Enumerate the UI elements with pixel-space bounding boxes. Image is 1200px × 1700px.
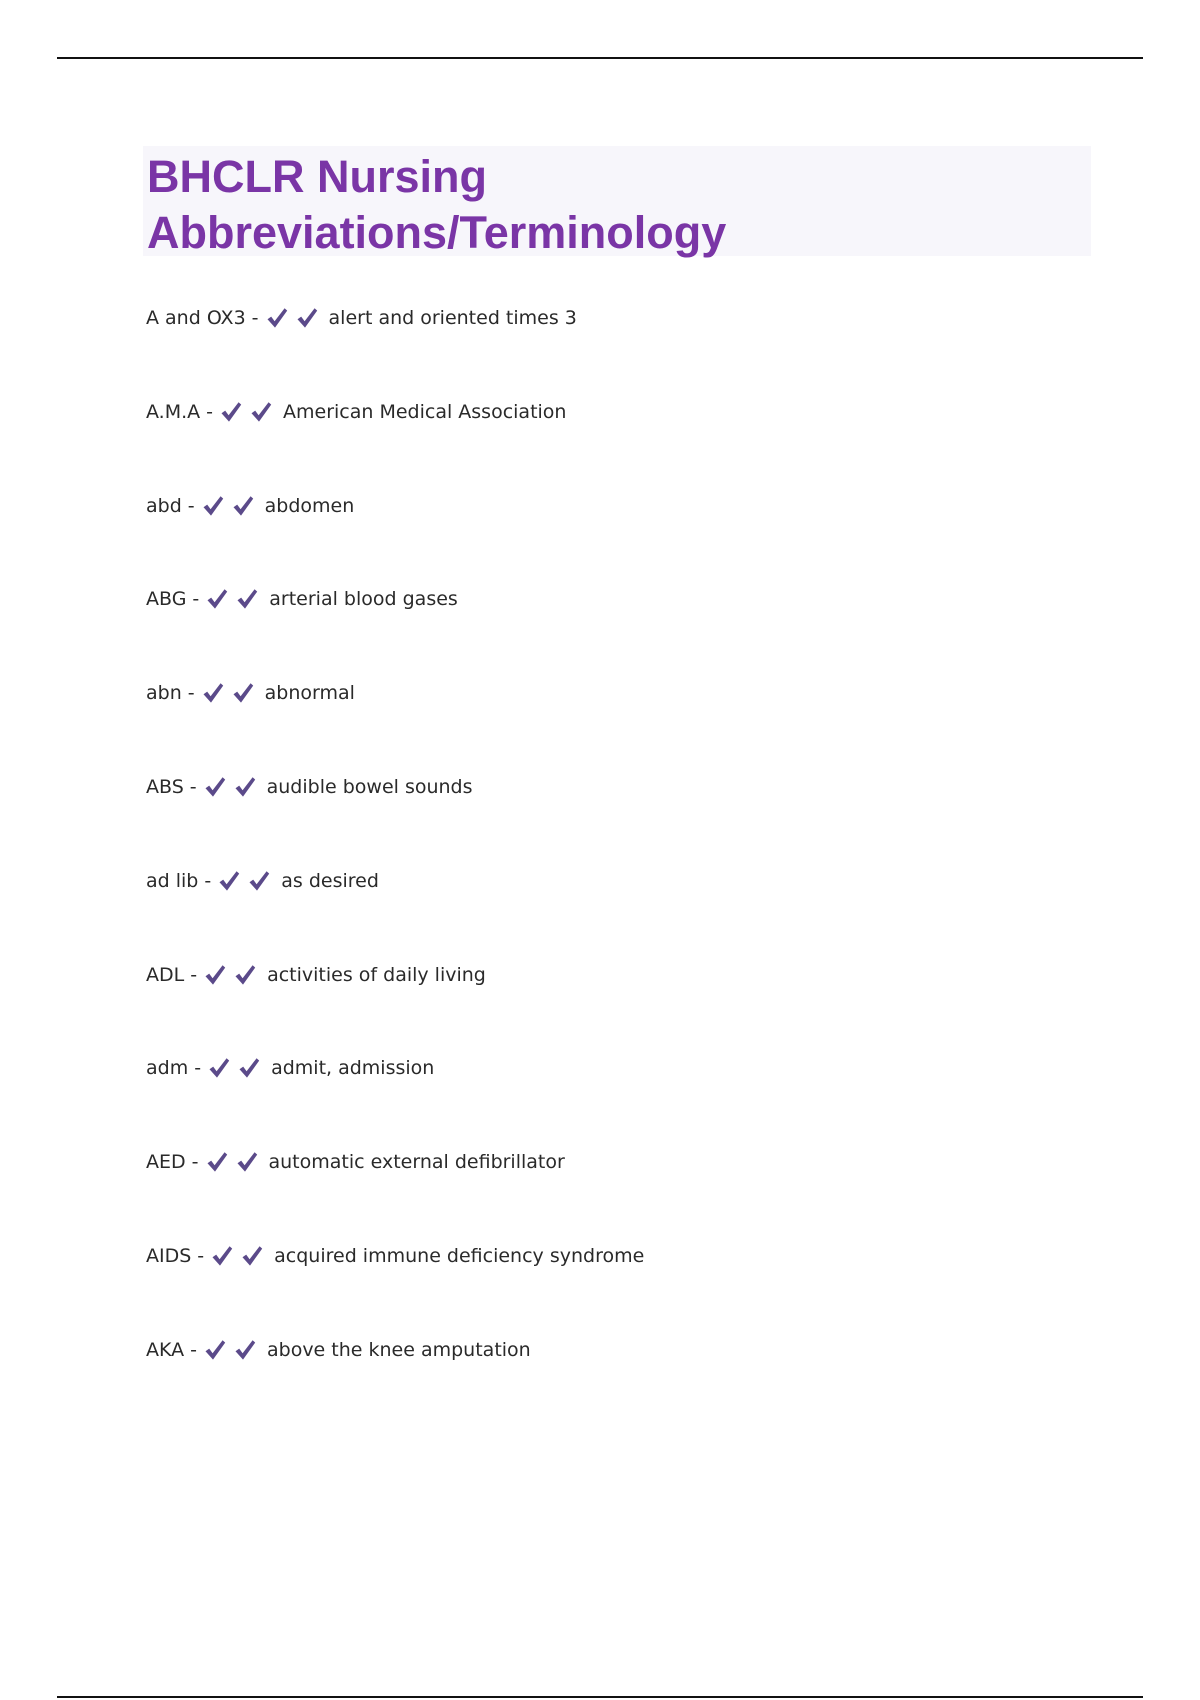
term-separator: - <box>190 964 198 986</box>
abbreviation-definition: arterial blood gases <box>269 588 458 610</box>
abbreviation-definition: audible bowel sounds <box>266 776 473 798</box>
abbreviation-entry <box>146 397 566 427</box>
abbreviation-entry <box>146 1147 565 1177</box>
abbreviation-definition: as desired <box>281 870 379 892</box>
abbreviation-term: ad lib <box>146 870 199 892</box>
check-mark-icon <box>203 963 227 987</box>
term-separator: - <box>197 1245 205 1267</box>
check-mark-icon <box>235 587 259 611</box>
double-check-marks <box>207 1056 267 1080</box>
double-check-marks <box>217 869 277 893</box>
check-mark-icon <box>203 1338 227 1362</box>
term-separator: - <box>194 1057 202 1079</box>
check-mark-icon <box>295 306 319 330</box>
abbreviation-term: A.M.A <box>146 401 201 423</box>
page-title <box>147 149 1091 261</box>
term-separator: - <box>190 1339 197 1361</box>
term-separator: - <box>187 495 195 517</box>
abbreviation-term: A and OX3 <box>146 307 246 329</box>
check-mark-icon <box>233 1338 257 1362</box>
double-check-marks <box>219 400 279 424</box>
term-separator: - <box>204 870 212 892</box>
check-mark-icon <box>231 681 255 705</box>
check-mark-icon <box>237 1056 261 1080</box>
abbreviation-term: ABS <box>146 776 184 798</box>
check-mark-icon <box>210 1244 234 1268</box>
abbreviation-entry <box>146 491 354 521</box>
abbreviation-entry <box>146 1053 434 1083</box>
abbreviation-entry <box>146 866 379 896</box>
abbreviation-definition: above the knee amputation <box>266 1339 531 1361</box>
abbreviation-definition: alert and oriented times 3 <box>328 307 577 329</box>
page-title-line-2: Abbreviations/Terminology <box>147 207 727 258</box>
abbreviation-term: abn <box>146 682 182 704</box>
double-check-marks <box>205 1150 265 1174</box>
check-mark-icon <box>240 1244 264 1268</box>
abbreviation-term: abd <box>146 495 182 517</box>
check-mark-icon <box>205 587 229 611</box>
term-separator: - <box>206 401 213 423</box>
abbreviation-entry <box>146 1241 644 1271</box>
check-mark-icon <box>201 494 225 518</box>
abbreviation-definition: acquired immune deficiency syndrome <box>274 1245 645 1267</box>
title-banner <box>143 146 1091 256</box>
term-separator: - <box>189 776 197 798</box>
top-divider <box>57 57 1143 59</box>
check-mark-icon <box>205 1150 229 1174</box>
check-mark-icon <box>231 494 255 518</box>
abbreviation-entry <box>146 584 458 614</box>
check-mark-icon <box>207 1056 231 1080</box>
check-mark-icon <box>201 681 225 705</box>
term-separator: - <box>187 682 195 704</box>
abbreviation-term: ABG <box>146 588 187 610</box>
abbreviation-definition: activities of daily living <box>267 964 486 986</box>
term-separator: - <box>192 588 200 610</box>
double-check-marks <box>203 1338 263 1362</box>
check-mark-icon <box>219 400 243 424</box>
abbreviation-entry <box>146 960 486 990</box>
term-separator: - <box>191 1151 199 1173</box>
abbreviation-definition: American Medical Association <box>283 401 567 423</box>
abbreviation-entry <box>146 303 577 333</box>
page-title-line-1: BHCLR Nursing <box>147 151 487 202</box>
abbreviation-entry <box>146 1335 531 1365</box>
abbreviation-term: adm <box>146 1057 189 1079</box>
check-mark-icon <box>233 775 257 799</box>
double-check-marks <box>205 587 265 611</box>
double-check-marks <box>210 1244 270 1268</box>
check-mark-icon <box>233 963 257 987</box>
double-check-marks <box>203 963 263 987</box>
abbreviation-entry <box>146 772 473 802</box>
term-separator: - <box>251 307 259 329</box>
abbreviation-term: AED <box>146 1151 186 1173</box>
bottom-divider <box>57 1696 1143 1698</box>
abbreviation-definition: automatic external defibrillator <box>268 1151 565 1173</box>
double-check-marks <box>265 306 325 330</box>
abbreviation-entry <box>146 678 355 708</box>
abbreviation-term: AIDS <box>146 1245 192 1267</box>
double-check-marks <box>201 494 261 518</box>
abbreviation-definition: abdomen <box>264 495 355 517</box>
check-mark-icon <box>265 306 289 330</box>
abbreviation-term: ADL <box>146 964 185 986</box>
abbreviation-definition: admit, admission <box>271 1057 435 1079</box>
check-mark-icon <box>247 869 271 893</box>
check-mark-icon <box>203 775 227 799</box>
check-mark-icon <box>235 1150 259 1174</box>
abbreviation-term: AKA <box>146 1339 185 1361</box>
check-mark-icon <box>249 400 273 424</box>
double-check-marks <box>203 775 263 799</box>
double-check-marks <box>201 681 261 705</box>
check-mark-icon <box>217 869 241 893</box>
abbreviation-definition: abnormal <box>264 682 355 704</box>
